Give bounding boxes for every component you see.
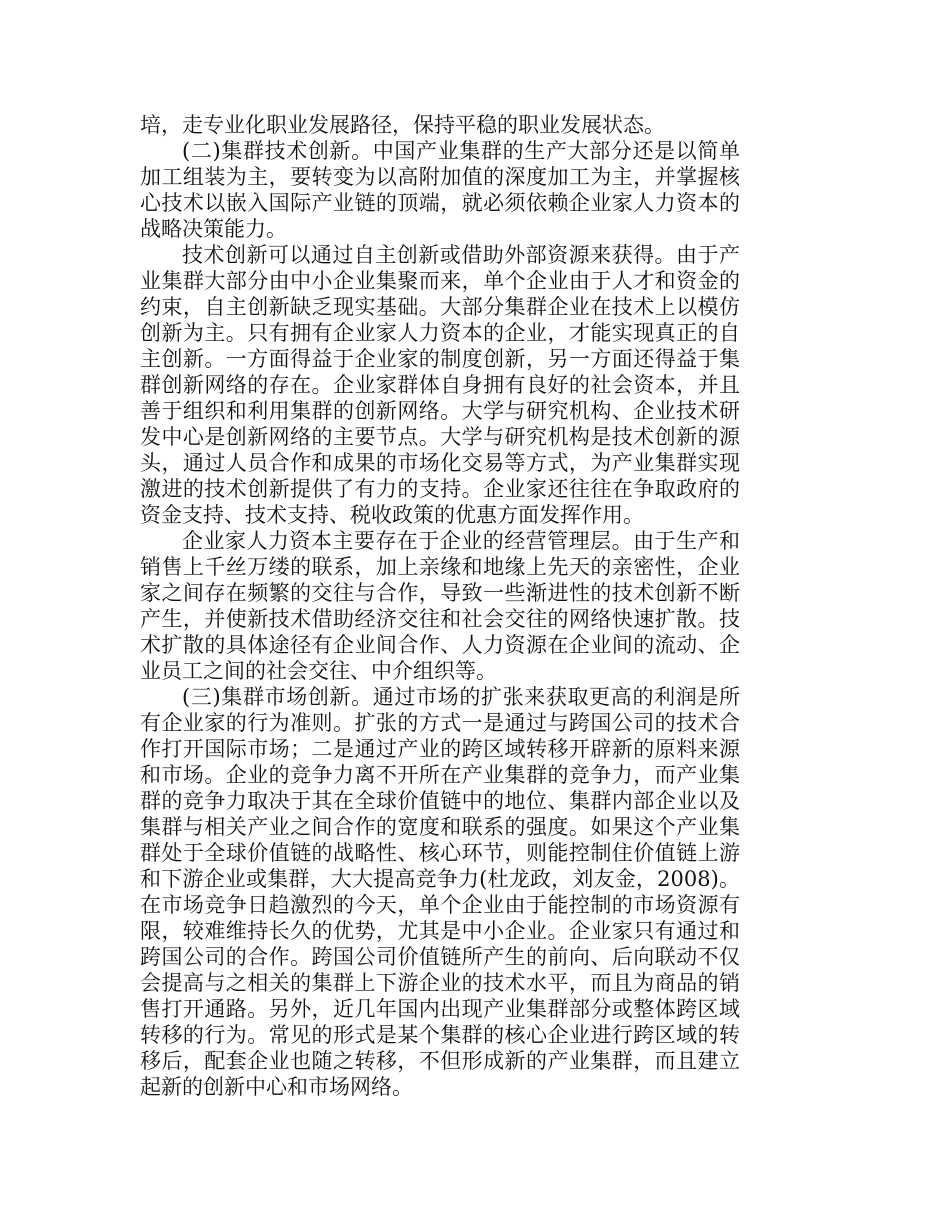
paragraph-technology-innovation: (二)集群技术创新。中国产业集群的生产大部分还是以简单加工组装为主，要转变为以高附加值的深度加工为主，并掌握核心技术以嵌入国际产业链的顶端，就必须依赖企业家人力资本的战略决策能力。 <box>140 139 740 241</box>
paragraph-continuation: 培，走专业化职业发展路径，保持平稳的职业发展状态。 <box>140 113 665 137</box>
paragraph-market-innovation: (三)集群市场创新。通过市场的扩张来获取更高的利润是所有企业家的行为准则。扩张的方式一是通过与跨国公司的技术合作打开国际市场；二是通过产业的跨区域转移开辟新的原料来源和市场。企业的竞争力离不开所在产业集群的竞争力，而产业集群的竞争力取决于其在全球价值链中的地位、集群内部企业以及集群与相关产业之间合作的宽度和联系的强度。如果这个产业集群处于全球价值链的战略性、核心环节，则能控制住价值链上游和下游企业或集群，大大提高竞争力(杜龙政，刘友金，2008)。在市场竞争日趋激烈的今天，单个企业由于能控制的市场资源有限，较难维持长久的优势，尤其是中小企业。企业家只有通过和跨国公司的合作。跨国公司价值链所产生的前向、后向联动不仅会提高与之相关的集群上下游企业的技术水平，而且为商品的销售打开通路。另外，近几年国内出现产业集群部分或整体跨区域转移的行为。常见的形式是某个集群的核心企业进行跨区域的转移后，配套企业也随之转移，不但形成新的产业集群，而且建立起新的创新中心和市场网络。 <box>140 685 740 1099</box>
paragraph-innovation-sources: 技术创新可以通过自主创新或借助外部资源来获得。由于产业集群大部分由中小企业集聚而来，单个企业由于人才和资金的约束，自主创新缺乏现实基础。大部分集群企业在技术上以模仿创新为主。只有拥有企业家人力资本的企业，才能实现真正的自主创新。一方面得益于企业家的制度创新，另一方面还得益于集群创新网络的存在。企业家群体自身拥有良好的社会资本，并且善于组织和利用集群的创新网络。大学与研究机构、企业技术研发中心是创新网络的主要节点。大学与研究机构是技术创新的源头，通过人员合作和成果的市场化交易等方式，为产业集群实现激进的技术创新提供了有力的支持。企业家还往往在争取政府的资金支持、技术支持、税收政策的优惠方面发挥作用。 <box>140 243 740 527</box>
paragraph-human-capital: 企业家人力资本主要存在于企业的经营管理层。由于生产和销售上千丝万缕的联系，加上亲缘和地缘上先天的亲密性，企业家之间存在频繁的交往与合作，导致一些渐进性的技术创新不断产生，并使新技术借助经济交往和社会交往的网络快速扩散。技术扩散的具体途径有企业间合作、人力资源在企业间的流动、企业员工之间的社会交往、中介组织等。 <box>140 529 740 683</box>
document-body <box>140 112 740 1100</box>
